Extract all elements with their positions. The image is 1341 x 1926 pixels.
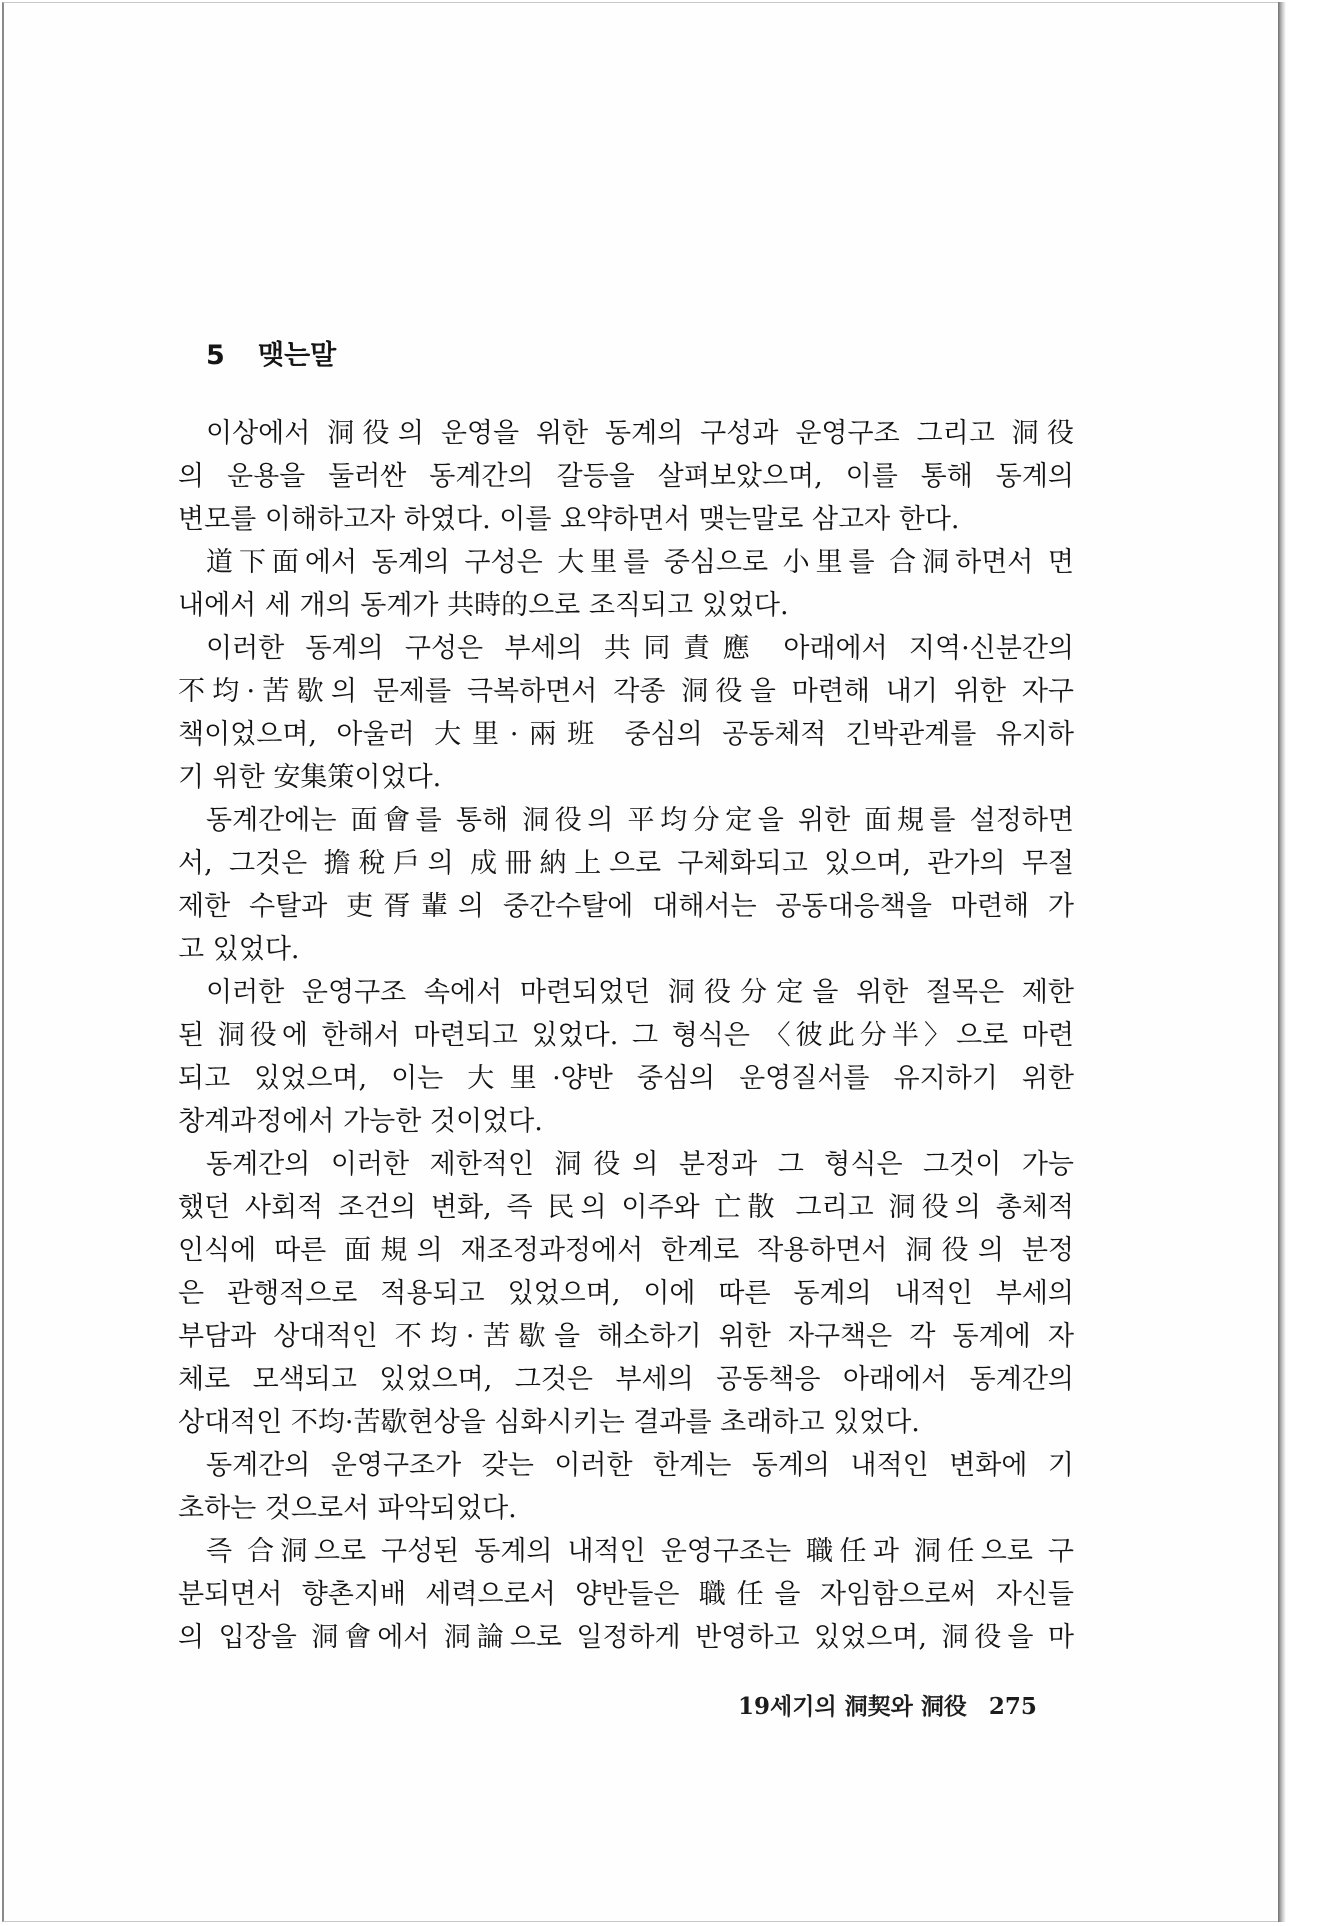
text-line: 초하는 것으로서 파악되었다. [178,1493,517,1524]
text-line: 내에서 세 개의 동계가 共時的으로 조직되고 있었다. [178,590,789,621]
paragraph [178,412,1074,541]
text-line: 창계과정에서 가능한 것이었다. [178,1106,543,1137]
section-number: 5 [206,340,225,371]
text-line: 이러한 동계의 구성은 부세의 共同責應 아래에서 지역·신분간의 [206,633,1074,664]
text-line: 인식에 따른 面規의 재조정과정에서 한계로 작용하면서 洞役의 분정 [178,1235,1074,1266]
text-line: 서, 그것은 擔稅戶의 成冊納上으로 구체화되고 있으며, 관가의 무절 [178,848,1074,879]
section-title: 맺는말 [258,340,337,371]
text-line: 책이었으며, 아울러 大里·兩班 중심의 공동체적 긴박관계를 유지하 [178,719,1074,750]
text-line: 분되면서 향촌지배 세력으로서 양반들은 職任을 자임함으로써 자신들 [178,1579,1074,1610]
text-line: 이상에서 洞役의 운영을 위한 동계의 구성과 운영구조 그리고 洞役 [206,418,1074,449]
text-line: 동계간의 이러한 제한적인 洞役의 분정과 그 형식은 그것이 가능 [206,1149,1074,1180]
text-line: 의 운용을 둘러싼 동계간의 갈등을 살펴보았으며, 이를 통해 동계의 [178,461,1074,492]
text-line: 즉 合洞으로 구성된 동계의 내적인 운영구조는 職任과 洞任으로 구 [206,1536,1074,1567]
paragraph [178,627,1074,799]
text-line: 했던 사회적 조건의 변화, 즉 民의 이주와 亡散 그리고 洞役의 총체적 [178,1192,1074,1223]
page-number: 275 [988,1693,1037,1720]
text-line: 제한 수탈과 吏胥輩의 중간수탈에 대해서는 공동대응책을 마련해 가 [178,891,1074,922]
text-line: 동계간의 운영구조가 갖는 이러한 한계는 동계의 내적인 변화에 기 [206,1450,1074,1481]
text-line: 되고 있었으며, 이는 大里·양반 중심의 운영질서를 유지하기 위한 [178,1063,1074,1094]
text-line: 은 관행적으로 적용되고 있었으며, 이에 따른 동계의 내적인 부세의 [178,1278,1074,1309]
text-line: 변모를 이해하고자 하였다. 이를 요약하면서 맺는말로 삼고자 한다. [178,504,960,535]
body-text [178,412,1074,1659]
text-line: 상대적인 不均·苦歇현상을 심화시키는 결과를 초래하고 있었다. [178,1407,920,1438]
text-line: 의 입장을 洞會에서 洞論으로 일정하게 반영하고 있었으며, 洞役을 마 [178,1622,1074,1653]
paragraph [178,799,1074,971]
paragraph [178,971,1074,1143]
text-line: 동계간에는 面會를 통해 洞役의 平均分定을 위한 面規를 설정하면 [206,805,1074,836]
running-title: 19세기의 洞契와 洞役 [738,1693,967,1720]
text-line: 기 위한 安集策이었다. [178,762,442,793]
paragraph [178,1530,1074,1659]
page-edge-shadow [1278,2,1286,1922]
text-line: 부담과 상대적인 不均·苦歇을 해소하기 위한 자구책은 각 동계에 자 [178,1321,1074,1352]
paragraph [178,1444,1074,1530]
text-line: 고 있었다. [178,934,300,965]
section-heading [206,333,336,372]
text-line: 이러한 운영구조 속에서 마련되었던 洞役分定을 위한 절목은 제한 [206,977,1074,1008]
viewer-background [1286,0,1341,1926]
paragraph [178,1143,1074,1444]
paragraph [178,541,1074,627]
text-line: 道下面에서 동계의 구성은 大里를 중심으로 小里를 合洞하면서 면 [206,547,1074,578]
page-footer [738,1688,1037,1721]
text-line: 不均·苦歇의 문제를 극복하면서 각종 洞役을 마련해 내기 위한 자구 [178,676,1074,707]
text-line: 된 洞役에 한해서 마련되고 있었다. 그 형식은 〈彼此分半〉으로 마련 [178,1020,1074,1051]
text-line: 체로 모색되고 있었으며, 그것은 부세의 공동책응 아래에서 동계간의 [178,1364,1074,1395]
